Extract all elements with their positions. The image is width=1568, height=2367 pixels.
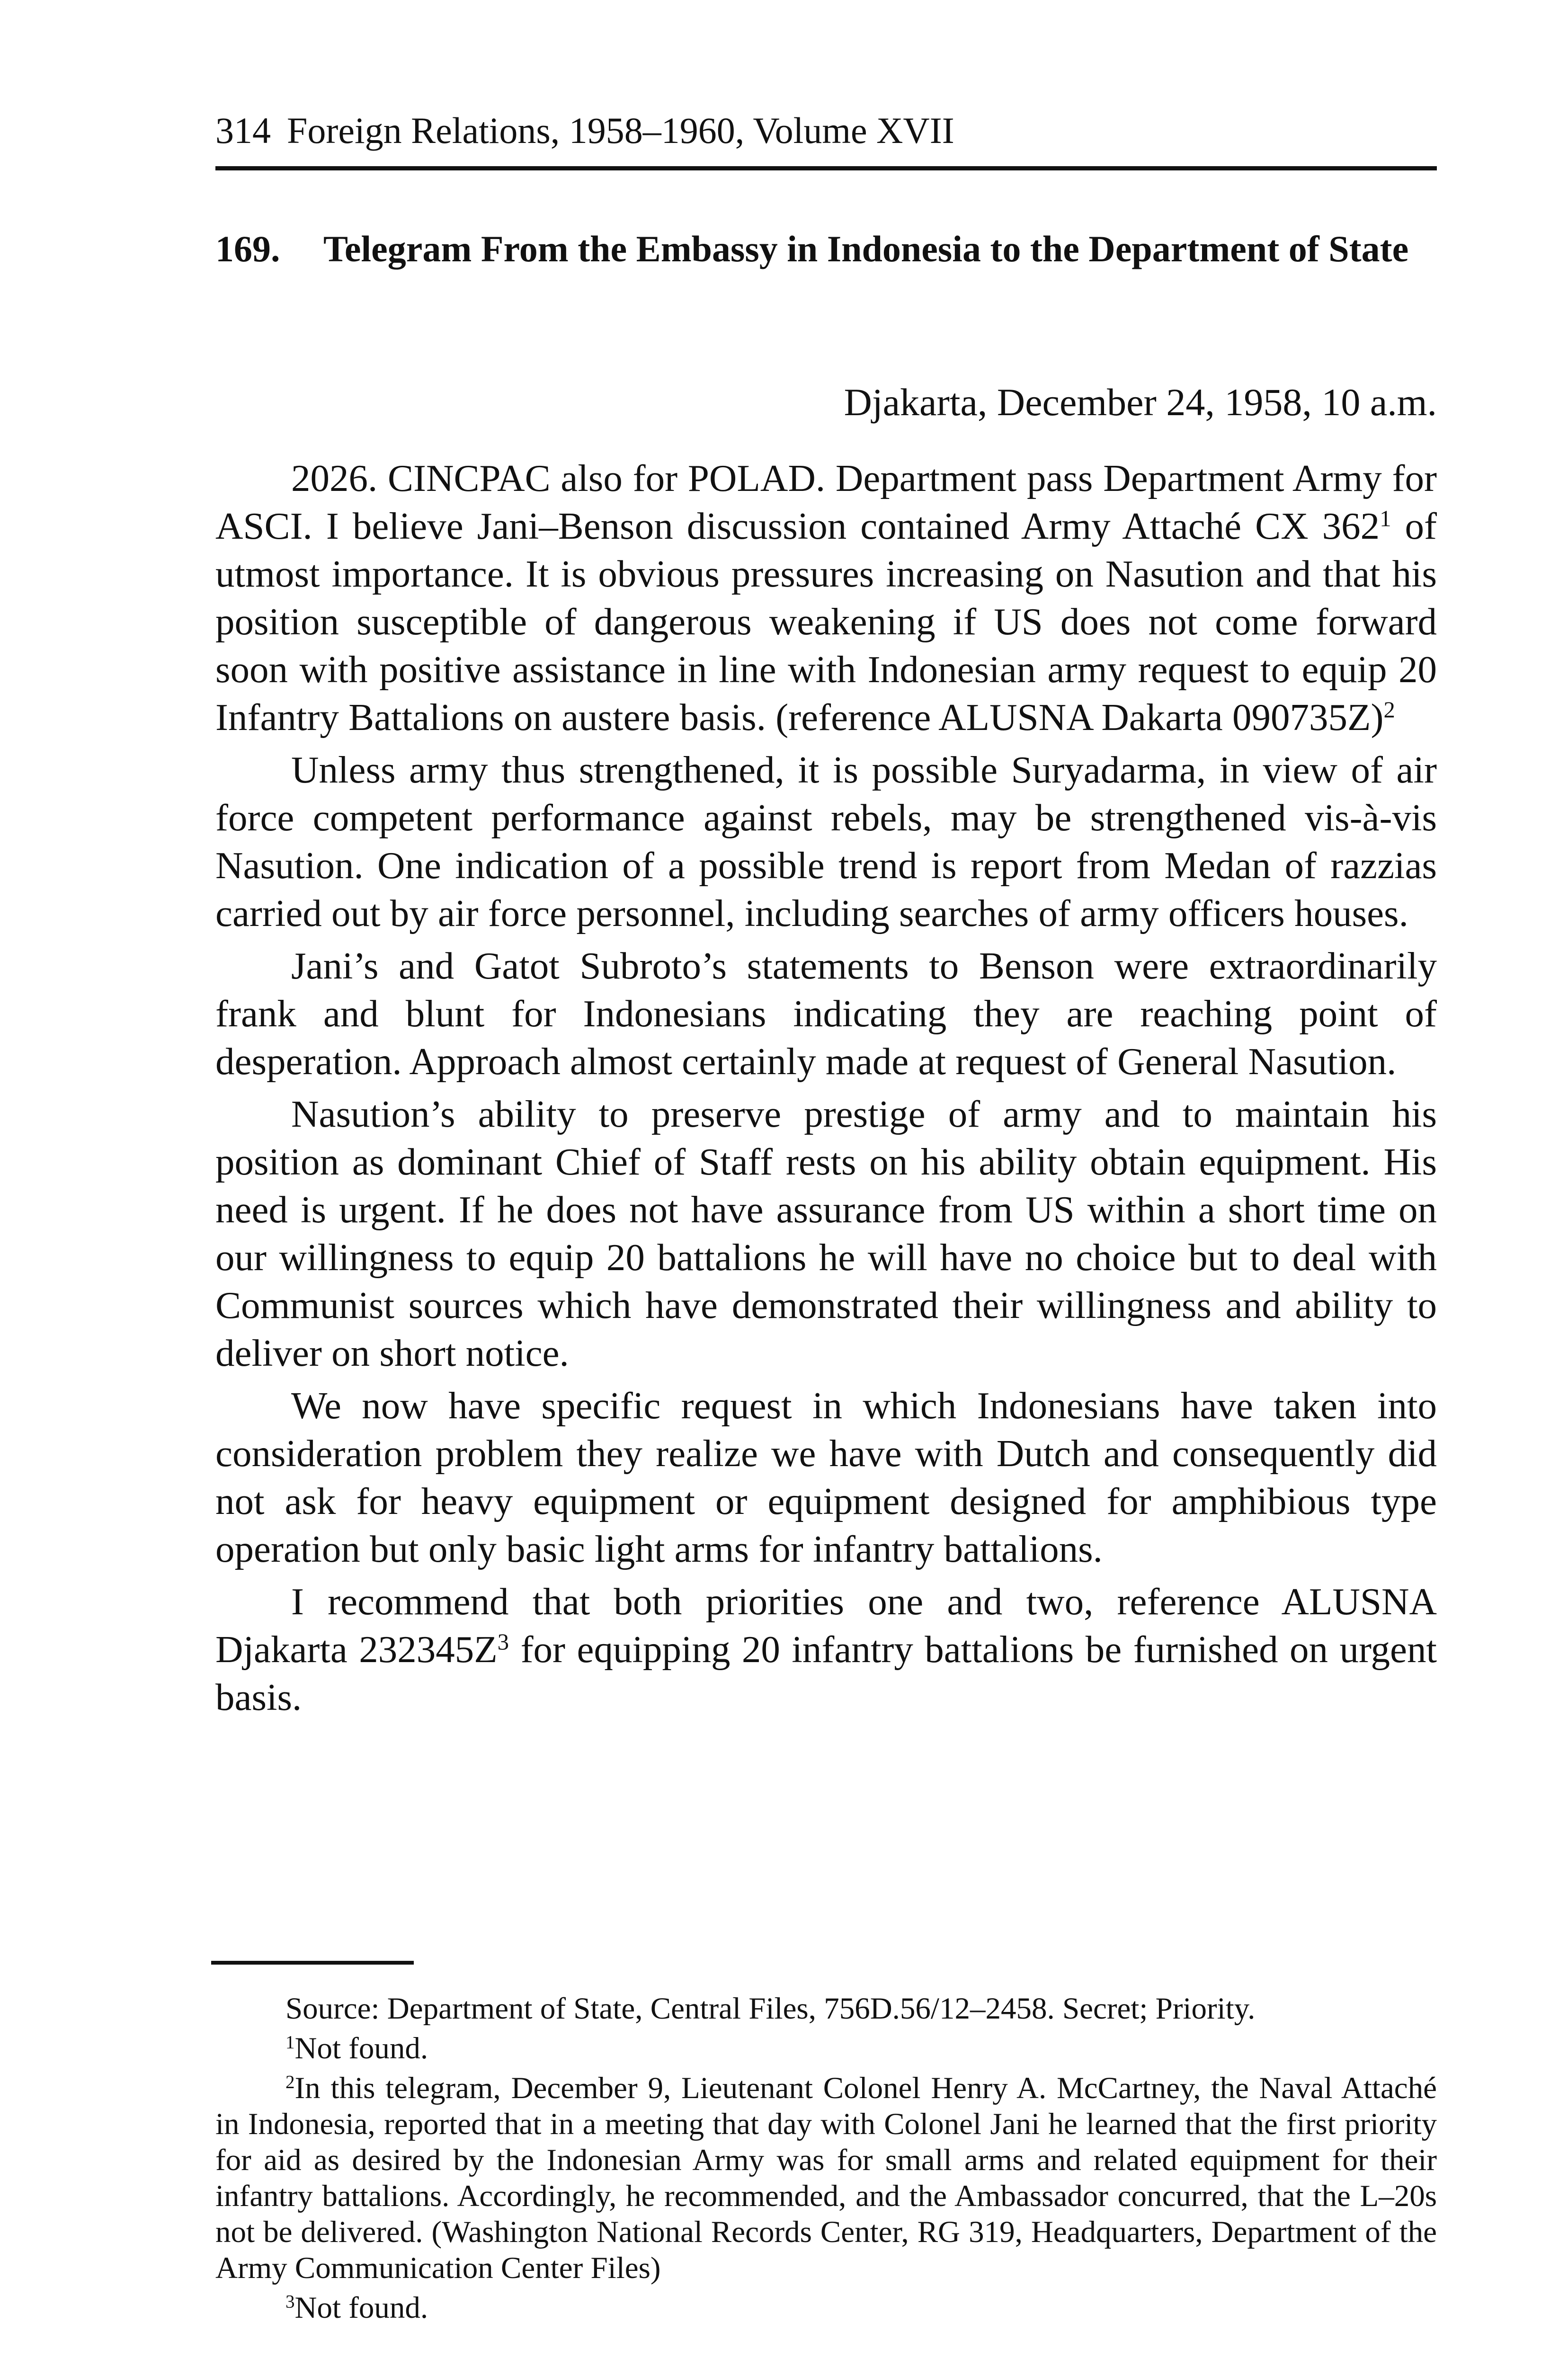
footnotes [215,1991,1437,2330]
footnote-ref-1: 1 [1380,506,1391,532]
header-rule [215,166,1437,170]
body-paragraph-4: Nasution’s ability to preserve prestige of army and to maintain his position as dominant Chief of Staff rests on his ability obtain equipment. His need is urgent. If he does not have assurance from US within a short time on our willingness to equip 20 battalions he will have no choice but to deal with Communist sources which have demonstrated their willingness and ability to deliver on short notice. [215,1093,1437,1374]
document-title: Telegram From the Embassy in Indonesia to the Department of State [323,228,1409,269]
footnote-1-text: Not found. [294,2031,428,2065]
body-paragraph-6 [215,1578,1437,1721]
footnote-2-text: In this telegram, December 9, Lieutenant Colonel Henry A. McCartney, the Naval Attaché in Indonesia, reported that in a meeting that day with Colonel Jani he learned that the first priority for aid as desired by the Indonesian Army was for small arms and related equipment for their infantry battalions. Accordingly, he recommended, and the Ambassador concurred, that the L–20s not be delivered. (Washington National Records Center, RG 319, Headquarters, Department of the Army Communication Center Files) [215,2071,1437,2285]
source-note: Source: Department of State, Central Files, 756D.56/12–2458. Secret; Priority. [285,1992,1256,2026]
footnote-3-text: Not found. [294,2291,428,2325]
footnote-rule [211,1961,414,1965]
footnote-ref-3: 3 [497,1629,509,1655]
document-number: 169. [215,228,280,269]
page-number: 314 [215,110,271,151]
document-heading [215,227,1437,271]
body-p6-text-a: I recommend that both priorities one and two, reference ALUSNA Djakarta 232345Z [215,1580,1437,1671]
footnote-1-mark: 1 [285,2032,295,2053]
footnote-3-mark: 3 [285,2291,295,2312]
body-p1-text-a: 2026. CINCPAC also for POLAD. Department pass Department Army for ASCI. I believe Jani–Benson discussion contained Army Attaché CX 362 [215,457,1437,547]
footnote-2 [215,2070,1437,2286]
footnote-2-mark: 2 [285,2072,295,2092]
running-header [215,105,1437,156]
body-paragraph-2: Unless army thus strengthened, it is possible Suryadarma, in view of air force competent performance against rebels, may be strengthened vis-à-vis Nasution. One indication of a possible trend is report from Medan of razzias carried out by air force personnel, including searches of army officers houses. [215,748,1437,934]
footnote-3 [215,2290,1437,2326]
telegram-body [215,454,1437,1726]
body-paragraph-5: We now have specific request in which Indonesians have taken into consideration problem they realize we have with Dutch and consequently did not ask for heavy equipment or equipment designed for amphibious type operation but only basic light arms for infantry battalions. [215,1384,1437,1570]
running-title: Foreign Relations, 1958–1960, Volume XVII [287,110,954,151]
dateline: Djakarta, December 24, 1958, 10 a.m. [844,381,1437,424]
footnote-1 [215,2030,1437,2066]
body-p1-text-b: of utmost importance. It is obvious pressures increasing on Nasution and that his position susceptible of dangerous weakening if US does not come forward soon with positive assistance in line with Indonesian army request to equip 20 Infantry Battalions on austere basis. (reference ALUSNA Dakarta 090735Z) [215,505,1437,739]
body-paragraph-1 [215,454,1437,741]
body-paragraph-3: Jani’s and Gatot Subroto’s statements to Benson were extraordinarily frank and blunt for Indonesians indicating they are reaching point of desperation. Approach almost certainly made at request of General Nasution. [215,944,1437,1083]
footnote-ref-2: 2 [1383,697,1395,723]
body-p6-text-b: for equipping 20 infantry battalions be furnished on urgent basis. [215,1628,1437,1718]
